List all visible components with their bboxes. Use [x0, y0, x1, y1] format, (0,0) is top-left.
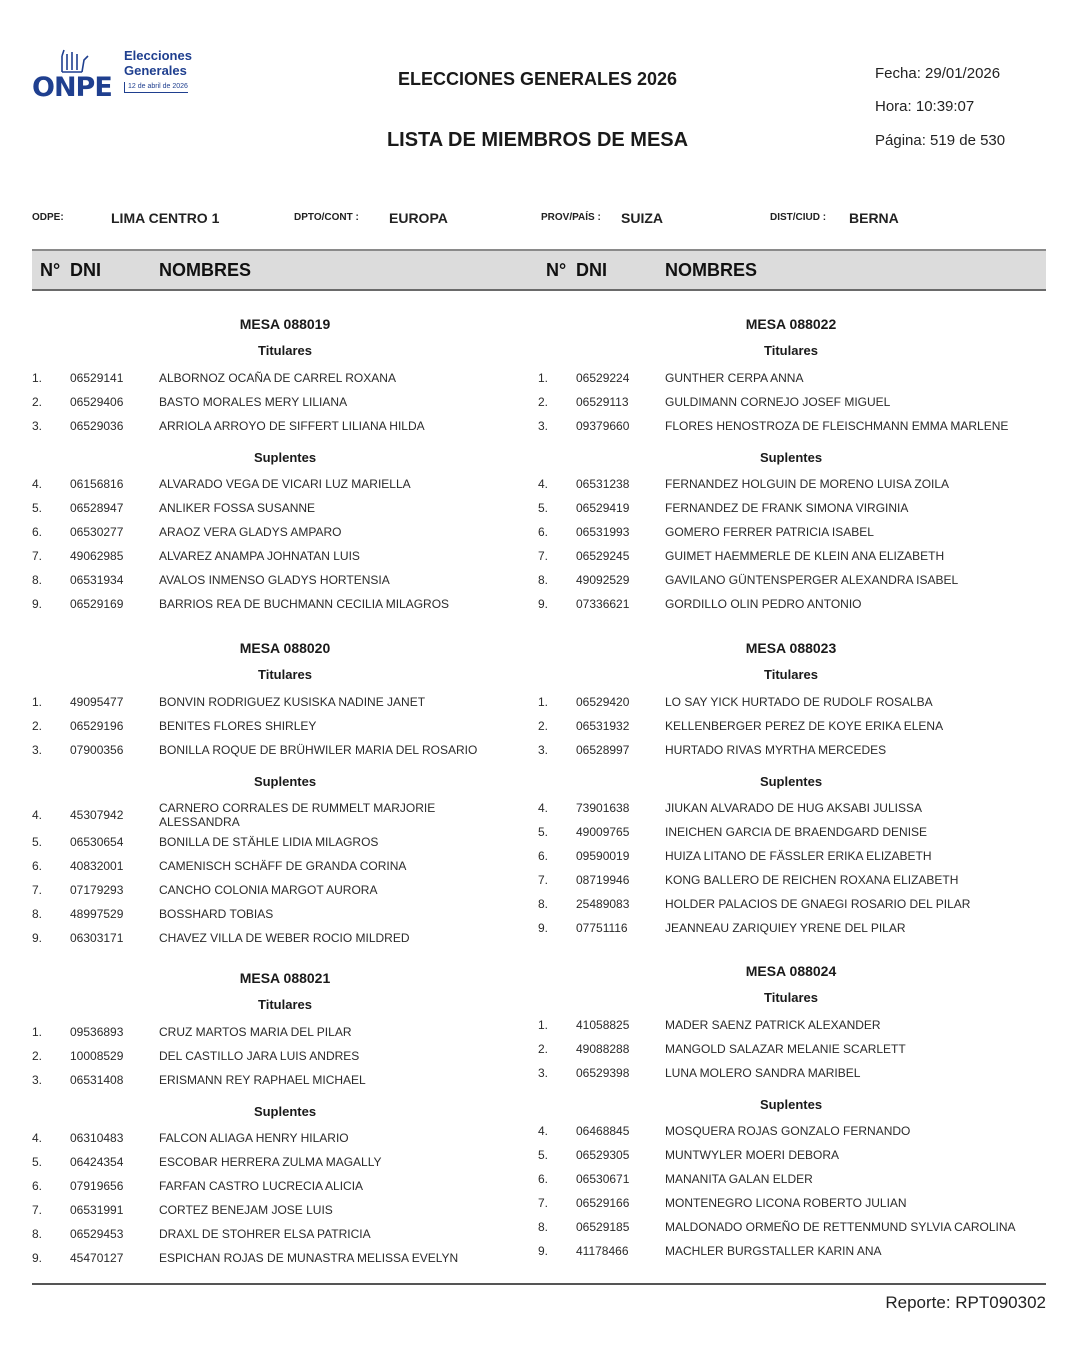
- member-dni: 06424354: [70, 1155, 124, 1169]
- member-number: 8.: [538, 897, 549, 911]
- member-number: 3.: [538, 743, 549, 757]
- member-name: ALVARADO VEGA DE VICARI LUZ MARIELLA: [159, 477, 411, 491]
- member-dni: 06529305: [576, 1148, 630, 1162]
- member-number: 4.: [32, 1131, 43, 1145]
- member-number: 8.: [32, 907, 43, 921]
- member-name: BASTO MORALES MERY LILIANA: [159, 395, 348, 409]
- member-dni: 45470127: [70, 1251, 124, 1265]
- member-dni: 06529141: [70, 371, 124, 385]
- member-dni: 06529419: [576, 501, 630, 515]
- mesa-block: [538, 963, 1044, 1273]
- dpto-value: EUROPA: [389, 210, 448, 226]
- member-number: 7.: [32, 883, 43, 897]
- logo-line1: Elecciones: [124, 48, 192, 63]
- member-dni: 06531991: [70, 1203, 124, 1217]
- member-number: 6.: [32, 1179, 43, 1193]
- member-number: 6.: [538, 525, 549, 539]
- logo-line2: Generales: [124, 63, 187, 78]
- member-number: 3.: [32, 1073, 43, 1087]
- member-number: 9.: [32, 931, 43, 945]
- member-number: 8.: [32, 573, 43, 587]
- member-dni: 73901638: [576, 801, 630, 815]
- member-number: 3.: [538, 419, 549, 433]
- member-number: 2.: [32, 1049, 43, 1063]
- member-number: 2.: [32, 395, 43, 409]
- member-dni: 06529113: [576, 395, 629, 409]
- member-name: CHAVEZ VILLA DE WEBER ROCIO MILDRED: [159, 931, 410, 945]
- member-number: 4.: [32, 477, 43, 491]
- member-name: MACHLER BURGSTALLER KARIN ANA: [665, 1244, 882, 1258]
- member-name: CAMENISCH SCHÄFF DE GRANDA CORINA: [159, 859, 407, 873]
- suplentes-heading: Suplentes: [759, 450, 823, 465]
- member-number: 1.: [538, 1018, 549, 1032]
- member-dni: 06529245: [576, 549, 630, 563]
- mesa-title: MESA 088024: [745, 963, 837, 979]
- member-number: 6.: [538, 849, 549, 863]
- document-subtitle: LISTA DE MIEMBROS DE MESA: [386, 129, 689, 151]
- suplentes-heading: Suplentes: [253, 1104, 317, 1119]
- member-number: 2.: [538, 1042, 549, 1056]
- member-name: CARNERO CORRALES DE RUMMELT MARJORIE ALESSANDRA: [159, 801, 436, 829]
- member-number: 7.: [538, 1196, 549, 1210]
- member-name: AVALOS INMENSO GLADYS HORTENSIA: [159, 573, 390, 587]
- mesa-title: MESA 088021: [239, 970, 331, 986]
- col-number-right: N°: [546, 260, 567, 280]
- member-dni: 06529196: [70, 719, 124, 733]
- member-dni: 41178466: [576, 1244, 629, 1258]
- member-name: MANANITA GALAN ELDER: [665, 1172, 813, 1186]
- member-number: 1.: [538, 695, 549, 709]
- member-dni: 48997529: [70, 907, 124, 921]
- member-dni: 06530277: [70, 525, 124, 539]
- member-name: FARFAN CASTRO LUCRECIA ALICIA: [159, 1179, 364, 1193]
- member-dni: 09379660: [576, 419, 630, 433]
- mesa-block: [538, 640, 1044, 950]
- member-dni: 06530671: [576, 1172, 630, 1186]
- member-name: DEL CASTILLO JARA LUIS ANDRES: [159, 1049, 360, 1063]
- member-dni: 49088288: [576, 1042, 630, 1056]
- suplentes-heading: Suplentes: [759, 774, 823, 789]
- member-name: GUNTHER CERPA ANNA: [665, 371, 804, 385]
- suplentes-heading: Suplentes: [253, 774, 317, 789]
- member-name: BOSSHARD TOBIAS: [159, 907, 274, 921]
- dist-value: BERNA: [849, 210, 899, 226]
- member-name: GORDILLO OLIN PEDRO ANTONIO: [665, 597, 862, 611]
- col-nombres-right: NOMBRES: [665, 260, 758, 280]
- mesa-block: [32, 970, 538, 1280]
- member-name: LO SAY YICK HURTADO DE RUDOLF ROSALBA: [665, 695, 933, 709]
- member-name: ALVAREZ ANAMPA JOHNATAN LUIS: [159, 549, 360, 563]
- report-time: Hora: 10:39:07: [875, 98, 975, 115]
- dpto-label: DPTO/CONT :: [294, 212, 359, 223]
- logo-date: 12 de abril de 2026: [124, 82, 188, 93]
- member-number: 2.: [32, 719, 43, 733]
- member-dni: 25489083: [576, 897, 630, 911]
- member-name: BONILLA DE STÄHLE LIDIA MILAGROS: [159, 835, 379, 849]
- member-name: ANLIKER FOSSA SUSANNE: [159, 501, 316, 515]
- member-name: JEANNEAU ZARIQUIEY YRENE DEL PILAR: [665, 921, 906, 935]
- mesa-title: MESA 088023: [745, 640, 837, 656]
- member-dni: 40832001: [70, 859, 124, 873]
- mesa-list: [32, 0, 1046, 1280]
- member-name: INEICHEN GARCIA DE BRAENDGARD DENISE: [665, 825, 928, 839]
- member-dni: 06531408: [70, 1073, 124, 1087]
- member-number: 7.: [32, 549, 43, 563]
- member-dni: 06529224: [576, 371, 630, 385]
- member-name: MONTENEGRO LICONA ROBERTO JULIAN: [665, 1196, 907, 1210]
- member-dni: 49009765: [576, 825, 630, 839]
- suplentes-heading: Suplentes: [253, 450, 317, 465]
- member-number: 7.: [538, 549, 549, 563]
- member-number: 9.: [538, 921, 549, 935]
- document-title: ELECCIONES GENERALES 2026: [397, 69, 678, 89]
- member-name: BONVIN RODRIGUEZ KUSISKA NADINE JANET: [159, 695, 426, 709]
- member-name: BARRIOS REA DE BUCHMANN CECILIA MILAGROS: [159, 597, 450, 611]
- member-dni: 06529169: [70, 597, 124, 611]
- member-number: 5.: [32, 1155, 43, 1169]
- member-number: 4.: [538, 801, 549, 815]
- member-number: 4.: [538, 1124, 549, 1138]
- titulares-heading: Titulares: [258, 667, 312, 682]
- col-number-left: N°: [40, 260, 61, 280]
- member-name: HURTADO RIVAS MYRTHA MERCEDES: [665, 743, 887, 757]
- member-dni: 07751116: [576, 921, 628, 935]
- member-name: MALDONADO ORMEÑO DE RETTENMUND SYLVIA CAROLINA: [665, 1220, 1016, 1234]
- member-dni: 06156816: [70, 477, 124, 491]
- member-name: GAVILANO GÜNTENSPERGER ALEXANDRA ISABEL: [665, 573, 959, 587]
- member-number: 5.: [538, 501, 549, 515]
- member-dni: 06531238: [576, 477, 630, 491]
- mesa-title: MESA 088020: [239, 640, 331, 656]
- titulares-heading: Titulares: [258, 343, 312, 358]
- member-number: 2.: [538, 395, 549, 409]
- report-date: Fecha: 29/01/2026: [875, 65, 1001, 82]
- mesa-title: MESA 088019: [239, 316, 331, 332]
- member-name: CORTEZ BENEJAM JOSE LUIS: [159, 1203, 333, 1217]
- member-name: ARAOZ VERA GLADYS AMPARO: [159, 525, 342, 539]
- member-dni: 06529185: [576, 1220, 630, 1234]
- footer-divider: [32, 1283, 1046, 1285]
- report-code: Reporte: RPT090302: [885, 1293, 1046, 1312]
- member-name: CANCHO COLONIA MARGOT AURORA: [159, 883, 378, 897]
- member-dni: 08719946: [576, 873, 630, 887]
- member-number: 1.: [538, 371, 549, 385]
- member-name: DRAXL DE STOHRER ELSA PATRICIA: [159, 1227, 371, 1241]
- titulares-heading: Titulares: [258, 997, 312, 1012]
- member-name: GOMERO FERRER PATRICIA ISABEL: [665, 525, 874, 539]
- member-dni: 06310483: [70, 1131, 124, 1145]
- member-number: 6.: [32, 525, 43, 539]
- member-name: BENITES FLORES SHIRLEY: [159, 719, 317, 733]
- prov-label: PROV/PAÍS :: [541, 212, 601, 223]
- member-dni: 09590019: [576, 849, 630, 863]
- member-number: 1.: [32, 695, 43, 709]
- member-number: 6.: [32, 859, 43, 873]
- member-dni: 06528997: [576, 743, 630, 757]
- member-dni: 41058825: [576, 1018, 630, 1032]
- member-number: 8.: [538, 573, 549, 587]
- member-dni: 10008529: [70, 1049, 124, 1063]
- member-number: 6.: [538, 1172, 549, 1186]
- page-number: Página: 519 de 530: [875, 132, 1006, 149]
- member-name: LUNA MOLERO SANDRA MARIBEL: [665, 1066, 861, 1080]
- member-dni: 06303171: [70, 931, 124, 945]
- mesa-block: [538, 316, 1044, 626]
- titulares-heading: Titulares: [764, 990, 818, 1005]
- member-number: 5.: [538, 1148, 549, 1162]
- member-name: BONILLA ROQUE DE BRÜHWILER MARIA DEL ROSARIO: [159, 743, 478, 757]
- member-name: MUNTWYLER MOERI DEBORA: [665, 1148, 840, 1162]
- member-number: 3.: [538, 1066, 549, 1080]
- member-name: HOLDER PALACIOS DE GNAEGI ROSARIO DEL PILAR: [665, 897, 971, 911]
- member-dni: 06530654: [70, 835, 124, 849]
- member-name: ALBORNOZ OCAÑA DE CARREL ROXANA: [159, 371, 396, 385]
- member-dni: 07919656: [70, 1179, 124, 1193]
- member-name: ESPICHAN ROJAS DE MUNASTRA MELISSA EVELYN: [159, 1251, 459, 1265]
- odpe-label: ODPE:: [32, 212, 64, 223]
- member-name: GUIMET HAEMMERLE DE KLEIN ANA ELIZABETH: [665, 549, 945, 563]
- member-name: HUIZA LITANO DE FÄSSLER ERIKA ELIZABETH: [665, 849, 932, 863]
- member-name: KELLENBERGER PEREZ DE KOYE ERIKA ELENA: [665, 719, 944, 733]
- member-name: ESCOBAR HERRERA ZULMA MAGALLY: [159, 1155, 382, 1169]
- member-number: 8.: [538, 1220, 549, 1234]
- member-number: 2.: [538, 719, 549, 733]
- odpe-value: LIMA CENTRO 1: [111, 210, 220, 226]
- titulares-heading: Titulares: [764, 343, 818, 358]
- member-dni: 06529453: [70, 1227, 124, 1241]
- member-name: FERNANDEZ DE FRANK SIMONA VIRGINIA: [665, 501, 909, 515]
- member-name: KONG BALLERO DE REICHEN ROXANA ELIZABETH: [665, 873, 959, 887]
- suplentes-heading: Suplentes: [759, 1097, 823, 1112]
- member-number: 8.: [32, 1227, 43, 1241]
- member-name: FERNANDEZ HOLGUIN DE MORENO LUISA ZOILA: [665, 477, 950, 491]
- logo-brand: ONPE: [32, 72, 112, 103]
- member-dni: 09536893: [70, 1025, 124, 1039]
- mesa-title: MESA 088022: [745, 316, 837, 332]
- member-dni: 06531993: [576, 525, 630, 539]
- member-number: 9.: [538, 1244, 549, 1258]
- member-dni: 07336621: [576, 597, 630, 611]
- mesa-block: [32, 316, 538, 626]
- member-number: 1.: [32, 1025, 43, 1039]
- member-name: FALCON ALIAGA HENRY HILARIO: [159, 1131, 349, 1145]
- member-dni: 06529406: [70, 395, 124, 409]
- mesa-block: [32, 640, 538, 950]
- member-name: FLORES HENOSTROZA DE FLEISCHMANN EMMA MARLENE: [665, 419, 1009, 433]
- member-number: 1.: [32, 371, 43, 385]
- member-name: MOSQUERA ROJAS GONZALO FERNANDO: [665, 1124, 911, 1138]
- member-number: 3.: [32, 743, 43, 757]
- member-number: 4.: [538, 477, 549, 491]
- member-name: ARRIOLA ARROYO DE SIFFERT LILIANA HILDA: [159, 419, 425, 433]
- member-dni: 06531932: [576, 719, 630, 733]
- member-dni: 06529166: [576, 1196, 630, 1210]
- member-dni: 45307942: [70, 808, 124, 822]
- prov-value: SUIZA: [621, 210, 663, 226]
- titulares-heading: Titulares: [764, 667, 818, 682]
- member-dni: 06529420: [576, 695, 630, 709]
- member-dni: 06529036: [70, 419, 124, 433]
- member-number: 7.: [32, 1203, 43, 1217]
- member-name: ERISMANN REY RAPHAEL MICHAEL: [159, 1073, 366, 1087]
- member-dni: 07179293: [70, 883, 124, 897]
- member-number: 7.: [538, 873, 549, 887]
- member-number: 3.: [32, 419, 43, 433]
- member-number: 5.: [32, 501, 43, 515]
- col-nombres-left: NOMBRES: [159, 260, 252, 280]
- col-dni-left: DNI: [70, 260, 101, 280]
- dist-label: DIST/CIUD :: [770, 212, 827, 223]
- member-number: 9.: [32, 597, 43, 611]
- member-dni: 49095477: [70, 695, 124, 709]
- member-dni: 06531934: [70, 573, 124, 587]
- member-number: 9.: [538, 597, 549, 611]
- member-dni: 07900356: [70, 743, 124, 757]
- member-number: 9.: [32, 1251, 43, 1265]
- member-dni: 49092529: [576, 573, 630, 587]
- member-dni: 06528947: [70, 501, 124, 515]
- member-name: CRUZ MARTOS MARIA DEL PILAR: [159, 1025, 352, 1039]
- member-name: GULDIMANN CORNEJO JOSEF MIGUEL: [665, 395, 891, 409]
- member-dni: 06468845: [576, 1124, 630, 1138]
- member-dni: 49062985: [70, 549, 124, 563]
- member-number: 5.: [32, 835, 43, 849]
- member-number: 4.: [32, 808, 43, 822]
- member-name: JIUKAN ALVARADO DE HUG AKSABI JULISSA: [665, 801, 922, 815]
- col-dni-right: DNI: [576, 260, 607, 280]
- member-dni: 06529398: [576, 1066, 630, 1080]
- member-name: MANGOLD SALAZAR MELANIE SCARLETT: [665, 1042, 906, 1056]
- member-name: MADER SAENZ PATRICK ALEXANDER: [665, 1018, 881, 1032]
- member-number: 5.: [538, 825, 549, 839]
